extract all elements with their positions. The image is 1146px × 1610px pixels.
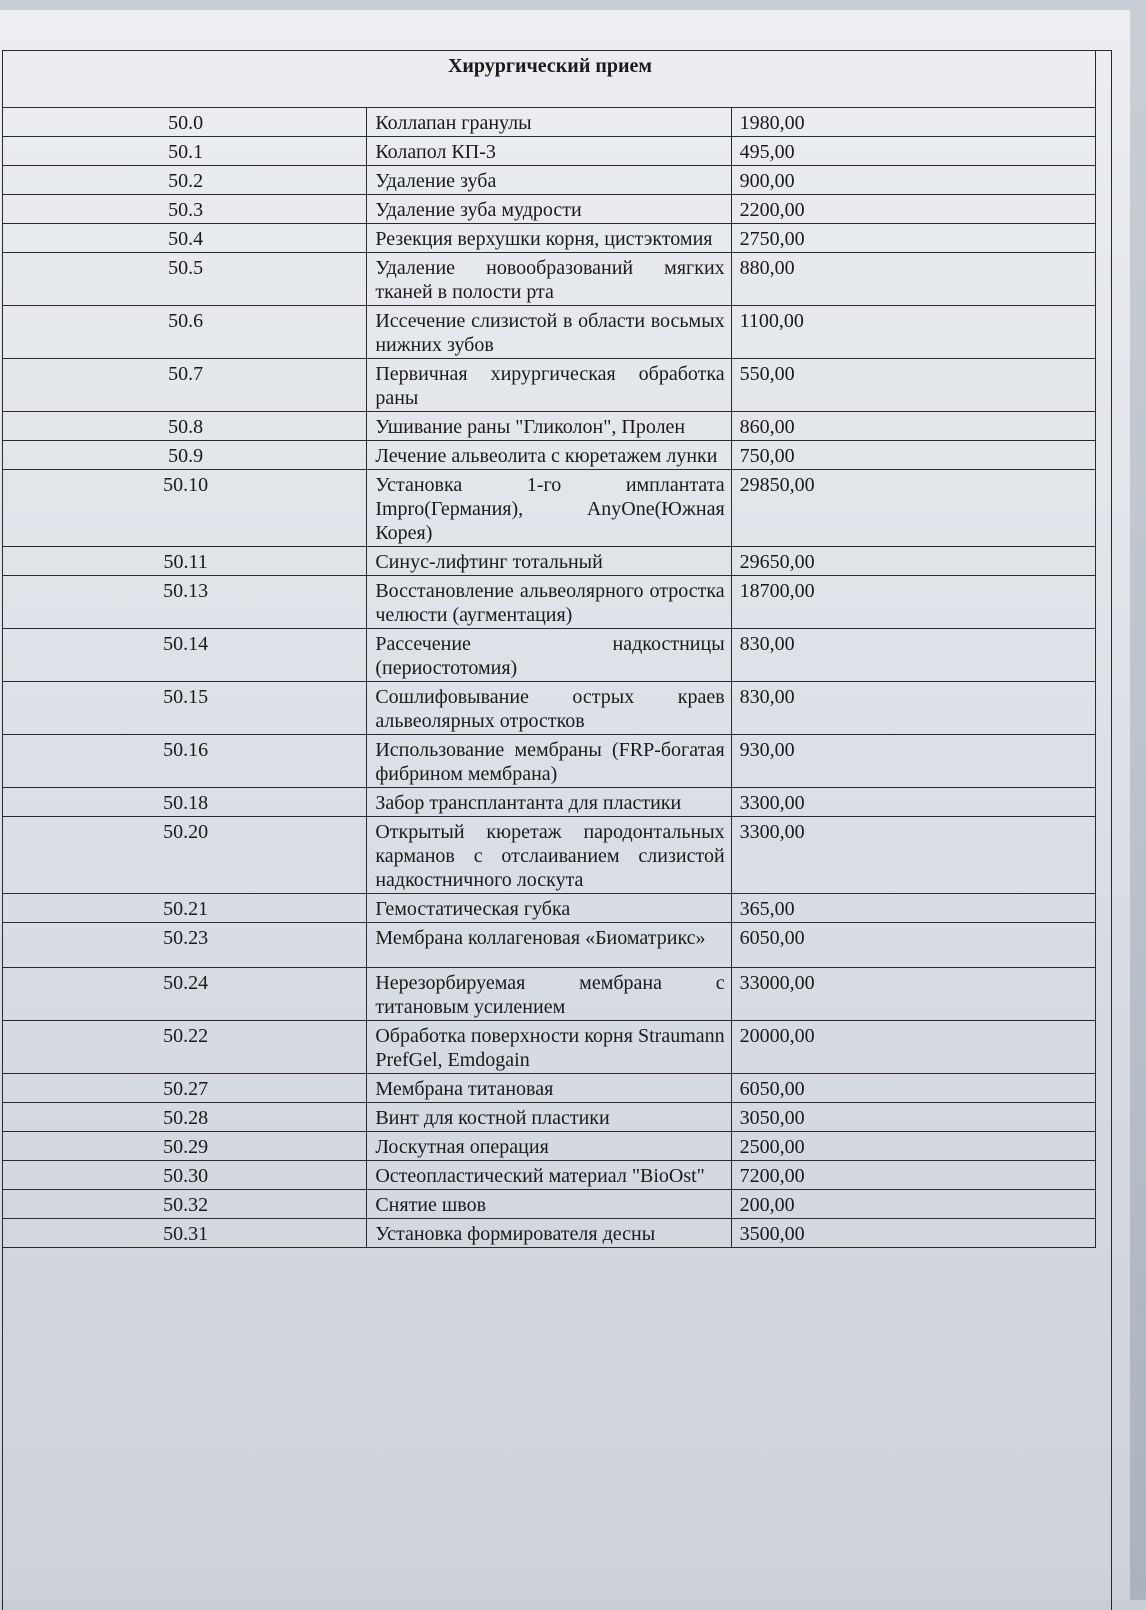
table-row <box>3 894 1096 923</box>
service-price: 2500,00 <box>731 1132 1095 1161</box>
service-name: Удаление зуба мудрости <box>367 195 731 224</box>
service-name: Винт для костной пластики <box>367 1103 731 1132</box>
service-name: Мембрана титановая <box>367 1074 731 1103</box>
service-code: 50.13 <box>3 576 367 629</box>
service-code: 50.3 <box>3 195 367 224</box>
service-name: Мембрана коллагеновая «Биоматрикс» <box>367 923 731 968</box>
table-row <box>3 629 1096 682</box>
table-row <box>3 1103 1096 1132</box>
service-name: Снятие швов <box>367 1190 731 1219</box>
table-row <box>3 1021 1096 1074</box>
service-price: 860,00 <box>731 412 1095 441</box>
table-row <box>3 923 1096 968</box>
service-name: Удаление новообразований мягких тканей в полости рта <box>367 253 731 306</box>
table-row <box>3 195 1096 224</box>
table-row <box>3 968 1096 1021</box>
service-code: 50.31 <box>3 1219 367 1248</box>
service-code: 50.1 <box>3 137 367 166</box>
table-row <box>3 1190 1096 1219</box>
table-row <box>3 1161 1096 1190</box>
service-code: 50.10 <box>3 470 367 547</box>
service-code: 50.27 <box>3 1074 367 1103</box>
table-row <box>3 547 1096 576</box>
service-price: 20000,00 <box>731 1021 1095 1074</box>
service-price: 1100,00 <box>731 306 1095 359</box>
service-code: 50.30 <box>3 1161 367 1190</box>
service-price: 365,00 <box>731 894 1095 923</box>
service-price: 930,00 <box>731 735 1095 788</box>
table-row <box>3 788 1096 817</box>
service-price: 29650,00 <box>731 547 1095 576</box>
service-name: Лечение альвеолита с кюретажем лунки <box>367 441 731 470</box>
service-name: Использование мембраны (FRP-богатая фибрином мембрана) <box>367 735 731 788</box>
service-name: Рассечение надкостницы (периостотомия) <box>367 629 731 682</box>
service-name: Удаление зуба <box>367 166 731 195</box>
service-price: 33000,00 <box>731 968 1095 1021</box>
service-price: 18700,00 <box>731 576 1095 629</box>
service-price: 6050,00 <box>731 923 1095 968</box>
service-price: 7200,00 <box>731 1161 1095 1190</box>
service-name: Остеопластический материал "BioOst" <box>367 1161 731 1190</box>
service-code: 50.29 <box>3 1132 367 1161</box>
table-row <box>3 253 1096 306</box>
service-name: Синус-лифтинг тотальный <box>367 547 731 576</box>
service-name: Сошлифовывание острых краев альвеолярных отростков <box>367 682 731 735</box>
service-code: 50.24 <box>3 968 367 1021</box>
table-row <box>3 1074 1096 1103</box>
service-code: 50.18 <box>3 788 367 817</box>
table-row <box>3 441 1096 470</box>
document-title: Хирургический прием <box>3 51 1096 108</box>
service-name: Обработка поверхности корня Straumann PrefGel, Emdogain <box>367 1021 731 1074</box>
service-price: 830,00 <box>731 682 1095 735</box>
price-rows <box>3 108 1096 1248</box>
table-row <box>3 359 1096 412</box>
service-code: 50.11 <box>3 547 367 576</box>
service-code: 50.5 <box>3 253 367 306</box>
service-price: 6050,00 <box>731 1074 1095 1103</box>
service-name: Ушивание раны "Гликолон", Пролен <box>367 412 731 441</box>
service-name: Восстановление альвеолярного отростка челюсти (аугментация) <box>367 576 731 629</box>
table-row <box>3 166 1096 195</box>
service-price: 750,00 <box>731 441 1095 470</box>
service-price: 3500,00 <box>731 1219 1095 1248</box>
service-code: 50.23 <box>3 923 367 968</box>
table-row <box>3 224 1096 253</box>
service-code: 50.14 <box>3 629 367 682</box>
service-price: 1980,00 <box>731 108 1095 137</box>
service-price: 29850,00 <box>731 470 1095 547</box>
service-name: Нерезорбируемая мембрана с титановым усилением <box>367 968 731 1021</box>
service-price: 2750,00 <box>731 224 1095 253</box>
service-name: Колапол КП-3 <box>367 137 731 166</box>
service-code: 50.21 <box>3 894 367 923</box>
service-price: 830,00 <box>731 629 1095 682</box>
table-row <box>3 735 1096 788</box>
service-code: 50.20 <box>3 817 367 894</box>
table-row <box>3 817 1096 894</box>
service-name: Установка 1-го имплантата Impro(Германия), AnyOne(Южная Корея) <box>367 470 731 547</box>
service-code: 50.28 <box>3 1103 367 1132</box>
price-table <box>2 50 1096 1248</box>
table-row <box>3 412 1096 441</box>
service-name: Резекция верхушки корня, цистэктомия <box>367 224 731 253</box>
service-code: 50.2 <box>3 166 367 195</box>
service-code: 50.6 <box>3 306 367 359</box>
service-code: 50.7 <box>3 359 367 412</box>
table-row <box>3 1219 1096 1248</box>
service-price: 3050,00 <box>731 1103 1095 1132</box>
service-price: 3300,00 <box>731 788 1095 817</box>
service-price: 900,00 <box>731 166 1095 195</box>
table-row <box>3 576 1096 629</box>
service-price: 880,00 <box>731 253 1095 306</box>
table-row <box>3 306 1096 359</box>
table-row <box>3 137 1096 166</box>
service-price: 495,00 <box>731 137 1095 166</box>
table-row <box>3 682 1096 735</box>
service-code: 50.0 <box>3 108 367 137</box>
service-name: Открытый кюретаж пародонтальных карманов с отслаиванием слизистой надкостничного лоскута <box>367 817 731 894</box>
table-row <box>3 1132 1096 1161</box>
service-name: Коллапан гранулы <box>367 108 731 137</box>
service-code: 50.32 <box>3 1190 367 1219</box>
service-price: 3300,00 <box>731 817 1095 894</box>
service-price: 2200,00 <box>731 195 1095 224</box>
service-name: Первичная хирургическая обработка раны <box>367 359 731 412</box>
service-code: 50.16 <box>3 735 367 788</box>
service-price: 550,00 <box>731 359 1095 412</box>
service-name: Иссечение слизистой в области восьмых нижних зубов <box>367 306 731 359</box>
service-name: Гемостатическая губка <box>367 894 731 923</box>
service-code: 50.22 <box>3 1021 367 1074</box>
title-row <box>3 51 1096 108</box>
service-name: Забор трансплантанта для пластики <box>367 788 731 817</box>
service-name: Установка формирователя десны <box>367 1219 731 1248</box>
service-code: 50.15 <box>3 682 367 735</box>
service-code: 50.9 <box>3 441 367 470</box>
service-code: 50.4 <box>3 224 367 253</box>
table-row <box>3 470 1096 547</box>
service-price: 200,00 <box>731 1190 1095 1219</box>
service-name: Лоскутная операция <box>367 1132 731 1161</box>
service-code: 50.8 <box>3 412 367 441</box>
table-row <box>3 108 1096 137</box>
